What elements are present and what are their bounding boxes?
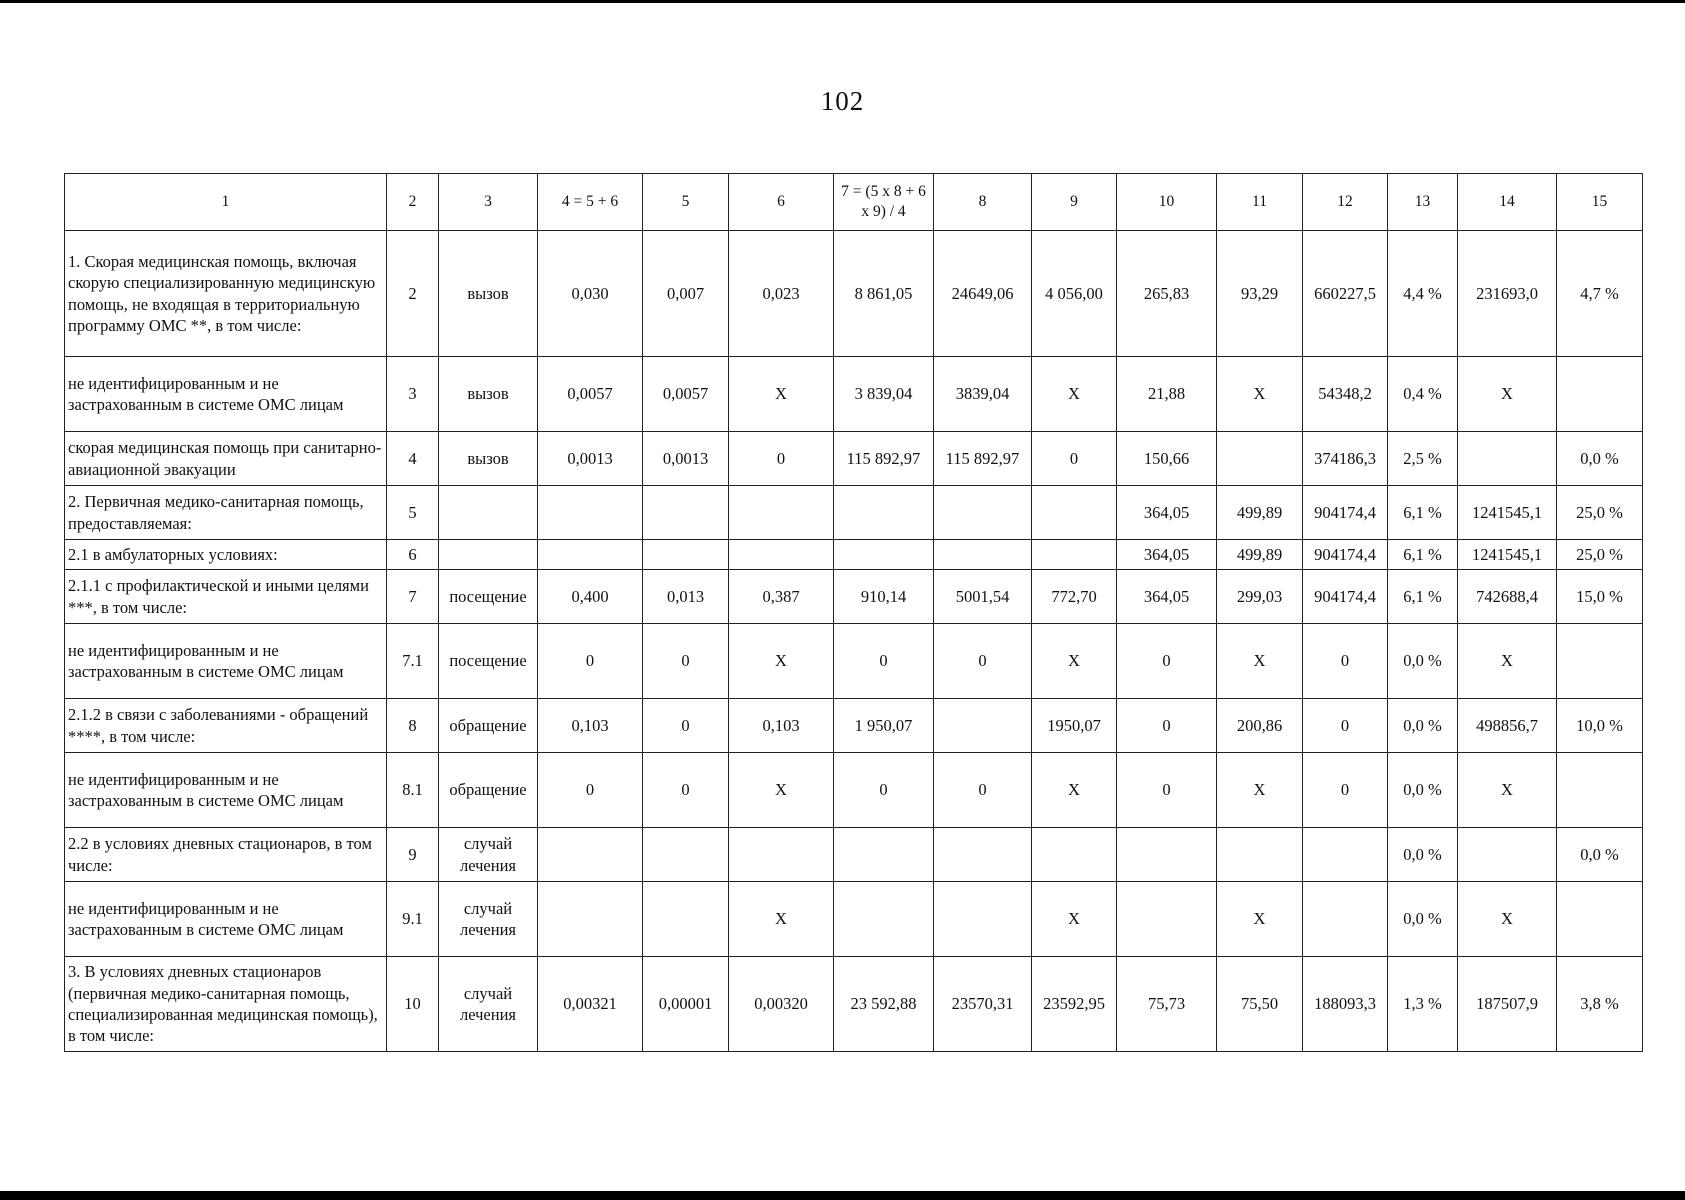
table-cell: 364,05 [1117,570,1217,624]
table-cell: 0 [1117,624,1217,699]
table-cell: 23570,31 [934,957,1032,1052]
column-header-cell: 6 [729,174,834,231]
table-cell: 0 [1117,753,1217,828]
column-header-cell: 14 [1458,174,1557,231]
column-header-cell: 2 [387,174,439,231]
table-cell: Х [1458,624,1557,699]
table-cell [1117,882,1217,957]
table-cell: 265,83 [1117,231,1217,357]
table-cell [1217,432,1303,486]
table-cell: 0,0057 [538,357,643,432]
table-cell [1557,624,1643,699]
table-cell: 0,103 [538,699,643,753]
table-cell: вызов [439,357,538,432]
table-cell [1557,357,1643,432]
row-label-cell: 2.1 в амбулаторных условиях: [65,540,387,570]
table-cell: 0 [538,624,643,699]
table-cell: 0,0 % [1388,828,1458,882]
table-cell: 231693,0 [1458,231,1557,357]
row-label-cell: не идентифицированным и не застрахованным в системе ОМС лицам [65,357,387,432]
table-cell: обращение [439,753,538,828]
table-cell: Х [729,624,834,699]
table-cell: 0 [643,624,729,699]
table-cell [1458,828,1557,882]
table-cell [1217,828,1303,882]
table-cell: 0,0013 [538,432,643,486]
table-cell [1032,486,1117,540]
table-cell: 660227,5 [1303,231,1388,357]
table-cell: 0 [1303,699,1388,753]
column-header-cell: 5 [643,174,729,231]
table-row [65,540,1643,570]
table-cell: 10,0 % [1557,699,1643,753]
table-cell: 904174,4 [1303,486,1388,540]
table-cell: 742688,4 [1458,570,1557,624]
table-cell: 5001,54 [934,570,1032,624]
table-cell: 8 861,05 [834,231,934,357]
row-label-cell: 1. Скорая медицинская помощь, включая скорую специализированную медицинскую помощь, не входящая в территориальную программу ОМС **, в том числе: [65,231,387,357]
table-row [65,231,1643,357]
table-cell: 0,0013 [643,432,729,486]
column-header-cell: 7 = (5 х 8 + 6 х 9) / 4 [834,174,934,231]
table-cell: Х [1217,357,1303,432]
table-cell: случай лечения [439,828,538,882]
table-row [65,957,1643,1052]
table-row [65,753,1643,828]
table-cell [1032,540,1117,570]
table-cell [643,882,729,957]
table-cell: 0,400 [538,570,643,624]
bottom-border-line [0,1191,1685,1200]
table-cell: 3 839,04 [834,357,934,432]
table-header-row [65,174,1643,231]
table-cell: 54348,2 [1303,357,1388,432]
table-cell: 1950,07 [1032,699,1117,753]
table-cell: 0 [538,753,643,828]
table-cell: 75,50 [1217,957,1303,1052]
table-cell: 0 [1303,624,1388,699]
table-cell: 0,030 [538,231,643,357]
table-cell: Х [1032,753,1117,828]
table-cell: 2,5 % [1388,432,1458,486]
table-cell: 21,88 [1117,357,1217,432]
table-cell: 8 [387,699,439,753]
table-cell: 25,0 % [1557,486,1643,540]
column-header-cell: 12 [1303,174,1388,231]
table-cell: 499,89 [1217,486,1303,540]
table-cell: 93,29 [1217,231,1303,357]
table-cell: 0,023 [729,231,834,357]
table-cell: 0,0057 [643,357,729,432]
table-cell: 0,00321 [538,957,643,1052]
table-cell: 5 [387,486,439,540]
table-cell: 188093,3 [1303,957,1388,1052]
column-header-cell: 1 [65,174,387,231]
table-cell: 0,0 % [1557,828,1643,882]
table-cell: вызов [439,231,538,357]
table-cell: 9 [387,828,439,882]
table-cell: 4,4 % [1388,231,1458,357]
table-cell: 15,0 % [1557,570,1643,624]
table-cell [834,540,934,570]
table-cell: 0,387 [729,570,834,624]
table-cell: Х [1217,882,1303,957]
table-cell: посещение [439,570,538,624]
table-cell: 9.1 [387,882,439,957]
table-cell [1117,828,1217,882]
table-cell: Х [1217,753,1303,828]
table-row [65,486,1643,540]
table-cell: 150,66 [1117,432,1217,486]
table-cell: посещение [439,624,538,699]
table-cell [729,828,834,882]
table-cell: 187507,9 [1458,957,1557,1052]
table-cell: Х [729,357,834,432]
table-cell [538,540,643,570]
table-cell: 1,3 % [1388,957,1458,1052]
row-label-cell: не идентифицированным и не застрахованным в системе ОМС лицам [65,624,387,699]
table-cell: Х [1032,357,1117,432]
table-cell [1303,882,1388,957]
table-cell [538,882,643,957]
table-cell [439,486,538,540]
table-cell: Х [1458,753,1557,828]
row-label-cell: не идентифицированным и не застрахованным в системе ОМС лицам [65,753,387,828]
table-cell: 498856,7 [1458,699,1557,753]
table-cell: 904174,4 [1303,540,1388,570]
table-cell [538,828,643,882]
table-cell: Х [1458,882,1557,957]
table-cell: 0 [1303,753,1388,828]
table-cell: 0,0 % [1388,882,1458,957]
table-cell: 7.1 [387,624,439,699]
table-cell: 115 892,97 [834,432,934,486]
table-cell: 0,00320 [729,957,834,1052]
table-cell [439,540,538,570]
table-cell [934,486,1032,540]
row-label-cell: 2.1.2 в связи с заболеваниями - обращений ****, в том числе: [65,699,387,753]
data-table [64,173,1643,1052]
table-cell: Х [1032,882,1117,957]
table-cell [538,486,643,540]
table-cell: 0 [643,699,729,753]
table-row [65,357,1643,432]
table-row [65,699,1643,753]
table-cell [729,486,834,540]
table-cell: 23 592,88 [834,957,934,1052]
table-cell: случай лечения [439,882,538,957]
table-cell: 499,89 [1217,540,1303,570]
table-cell: 10 [387,957,439,1052]
table-cell: 364,05 [1117,486,1217,540]
table-cell [1032,828,1117,882]
table-cell: Х [1032,624,1117,699]
table-row [65,828,1643,882]
table-cell: 0,0 % [1388,624,1458,699]
table-cell: 24649,06 [934,231,1032,357]
table-cell: 0,4 % [1388,357,1458,432]
table-cell: 6,1 % [1388,570,1458,624]
table-cell: вызов [439,432,538,486]
table-cell: 4 056,00 [1032,231,1117,357]
table-cell: 0 [1032,432,1117,486]
page-number: 102 [820,86,865,116]
table-cell [1557,753,1643,828]
column-header-cell: 11 [1217,174,1303,231]
table-cell: 7 [387,570,439,624]
table-row [65,882,1643,957]
table-cell [934,540,1032,570]
column-header-cell: 13 [1388,174,1458,231]
column-header-cell: 3 [439,174,538,231]
table-cell: Х [729,882,834,957]
table-cell: 910,14 [834,570,934,624]
row-label-cell: 2.2 в условиях дневных стационаров, в том числе: [65,828,387,882]
column-header-cell: 9 [1032,174,1117,231]
table-cell: обращение [439,699,538,753]
row-label-cell: 3. В условиях дневных стационаров (первичная медико-санитарная помощь, специализированная медицинская помощь), в том числе: [65,957,387,1052]
table-cell [1303,828,1388,882]
table-cell: 0,007 [643,231,729,357]
table-cell [643,828,729,882]
table-cell: 0,013 [643,570,729,624]
table-cell [1458,432,1557,486]
table-cell: 0,0 % [1557,432,1643,486]
table-cell [643,486,729,540]
table-cell: 4,7 % [1557,231,1643,357]
table-cell: 0 [643,753,729,828]
table-cell [834,828,934,882]
table-cell: 3839,04 [934,357,1032,432]
table-cell: 115 892,97 [934,432,1032,486]
table-cell [834,486,934,540]
table-cell [934,828,1032,882]
table-cell: 0 [934,753,1032,828]
column-header-cell: 8 [934,174,1032,231]
table-row [65,624,1643,699]
table-cell: 374186,3 [1303,432,1388,486]
table-cell: 6,1 % [1388,486,1458,540]
table-cell [934,882,1032,957]
table-cell: 23592,95 [1032,957,1117,1052]
table-cell: 200,86 [1217,699,1303,753]
column-header-cell: 4 = 5 + 6 [538,174,643,231]
table-cell: 772,70 [1032,570,1117,624]
column-header-cell: 10 [1117,174,1217,231]
table-cell [729,540,834,570]
row-label-cell: 2.1.1 с профилактической и иными целями ***, в том числе: [65,570,387,624]
table-cell: 0,00001 [643,957,729,1052]
table-cell [1557,882,1643,957]
table-cell: 1241545,1 [1458,486,1557,540]
table-cell: 3,8 % [1557,957,1643,1052]
table-cell: 0,103 [729,699,834,753]
table-cell: 0 [834,753,934,828]
table-cell: 1241545,1 [1458,540,1557,570]
table-cell: 1 950,07 [834,699,934,753]
top-border-line [0,0,1685,3]
table-row [65,570,1643,624]
table-cell: 0,0 % [1388,699,1458,753]
table-cell [834,882,934,957]
table-cell: 0 [729,432,834,486]
table-cell: 0 [1117,699,1217,753]
table-cell: 8.1 [387,753,439,828]
table-cell [934,699,1032,753]
table-cell: 904174,4 [1303,570,1388,624]
table-cell: 2 [387,231,439,357]
table-row [65,432,1643,486]
table-cell: 0 [934,624,1032,699]
column-header-cell: 15 [1557,174,1643,231]
table-cell: 4 [387,432,439,486]
table-cell: 364,05 [1117,540,1217,570]
table-cell: 0 [834,624,934,699]
row-label-cell: скорая медицинская помощь при санитарно-авиационной эвакуации [65,432,387,486]
table-cell: 25,0 % [1557,540,1643,570]
row-label-cell: не идентифицированным и не застрахованным в системе ОМС лицам [65,882,387,957]
table-cell: Х [1458,357,1557,432]
table-cell: Х [1217,624,1303,699]
table-cell: 299,03 [1217,570,1303,624]
table-cell: 75,73 [1117,957,1217,1052]
table-cell: Х [729,753,834,828]
table-cell: 0,0 % [1388,753,1458,828]
table-cell: 6 [387,540,439,570]
table-cell [643,540,729,570]
row-label-cell: 2. Первичная медико-санитарная помощь, предоставляемая: [65,486,387,540]
table-cell: случай лечения [439,957,538,1052]
table-cell: 6,1 % [1388,540,1458,570]
table-cell: 3 [387,357,439,432]
